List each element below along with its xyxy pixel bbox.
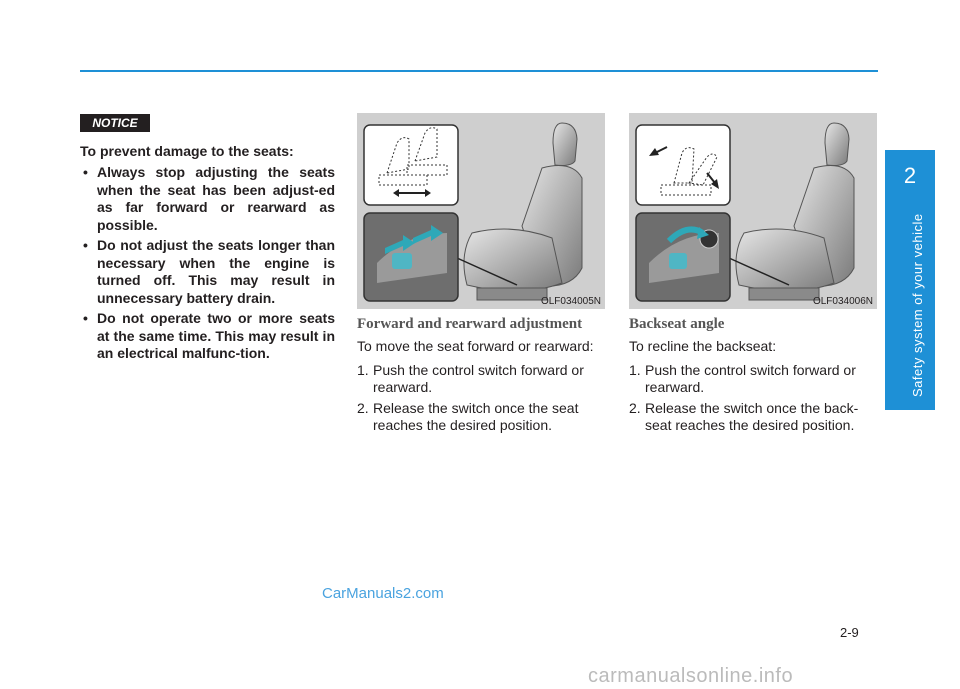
- step-text: Release the switch once the back-seat reaches the desired position.: [645, 400, 859, 433]
- figure-code: OLF034006N: [812, 296, 873, 307]
- step-list: [629, 362, 879, 434]
- notice-badge: NOTICE: [80, 114, 150, 132]
- page-number: 2-9: [840, 625, 859, 640]
- step-item: [629, 362, 879, 396]
- notice-item: • Do not operate two or more seats at the same time. This may result in an electrical malfunc-tion.: [80, 310, 335, 363]
- seat-slide-illustration: [357, 113, 605, 309]
- top-rule: [80, 70, 878, 72]
- section-title: Forward and rearward adjustment: [357, 316, 583, 332]
- step-number: 2.: [629, 400, 641, 416]
- step-list: [357, 362, 607, 434]
- step-item: [629, 400, 879, 434]
- notice-list: [80, 164, 335, 366]
- section-title: Backseat angle: [629, 316, 725, 332]
- notice-item: • Do not adjust the seats longer than necessary when the engine is turned off. This may result in unnecessary battery drain.: [80, 237, 335, 307]
- backseat-angle-section: [629, 316, 879, 438]
- chapter-number: 2: [903, 163, 917, 188]
- watermark-link[interactable]: CarManuals2.com: [322, 585, 444, 602]
- step-text: Push the control switch forward or rearward.: [373, 362, 584, 395]
- seat-slide-figure: [357, 113, 605, 309]
- step-text: Push the control switch forward or rearward.: [645, 362, 856, 395]
- seat-recline-illustration: [629, 113, 877, 309]
- chapter-title: Safety system of your vehicle: [910, 213, 925, 397]
- section-intro: To recline the backseat:: [629, 338, 777, 354]
- figure-code: OLF034005N: [540, 296, 601, 307]
- step-number: 1.: [357, 362, 369, 378]
- notice-item: • Always stop adjusting the seats when the seat has been adjust-ed as far forward or rearward as possible.: [80, 164, 335, 234]
- seat-recline-figure: [629, 113, 877, 309]
- forward-rearward-section: [357, 316, 607, 438]
- step-item: [357, 362, 607, 396]
- step-number: 1.: [629, 362, 641, 378]
- step-number: 2.: [357, 400, 369, 416]
- notice-heading: To prevent damage to the seats:: [80, 143, 294, 159]
- step-item: [357, 400, 607, 434]
- footer-watermark: carmanualsonline.info: [588, 665, 794, 687]
- step-text: Release the switch once the seat reaches the desired position.: [373, 400, 579, 433]
- section-intro: To move the seat forward or rearward:: [357, 338, 594, 354]
